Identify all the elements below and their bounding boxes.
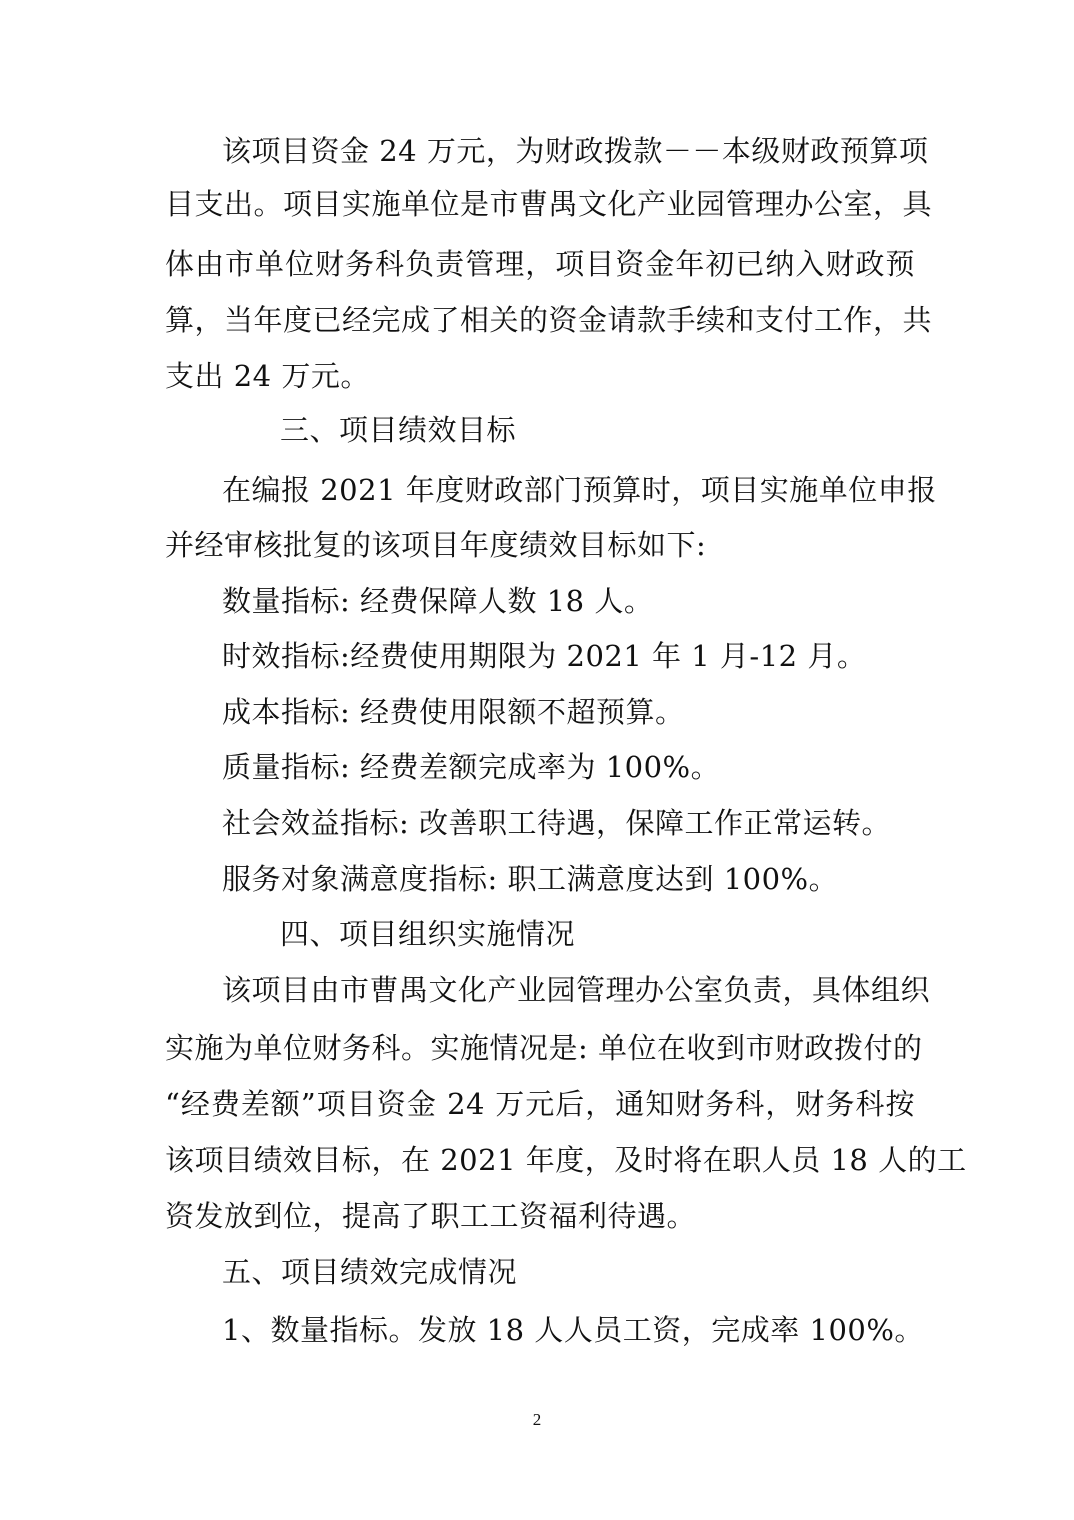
indicator-timeliness: 时效指标:经费使用期限为 2021 年 1 月-12 月。 — [222, 639, 867, 673]
indicator-satisfaction: 服务对象满意度指标: 职工满意度达到 100%。 — [222, 862, 839, 896]
section-4-line-2: 实施为单位财务科。实施情况是: 单位在收到市财政拨付的 — [165, 1031, 923, 1065]
section-3-intro-line-1: 在编报 2021 年度财政部门预算时，项目实施单位申报 — [222, 473, 937, 507]
section-4-line-3: “经费差额”项目资金 24 万元后，通知财务科，财务科按 — [165, 1087, 915, 1121]
funds-paragraph-line-4: 算，当年度已经完成了相关的资金请款手续和支付工作，共 — [165, 303, 933, 337]
section-4-heading: 四、项目组织实施情况 — [280, 917, 576, 951]
indicator-quantity: 数量指标: 经费保障人数 18 人。 — [222, 584, 654, 618]
indicator-quality: 质量指标: 经费差额完成率为 100%。 — [222, 750, 721, 784]
indicator-social-benefit: 社会效益指标: 改善职工待遇，保障工作正常运转。 — [222, 806, 891, 840]
funds-paragraph-line-1: 该项目资金 24 万元，为财政拨款－－本级财政预算项 — [222, 134, 929, 168]
section-5-item-1: 1、数量指标。发放 18 人人员工资，完成率 100%。 — [222, 1313, 924, 1347]
section-4-line-1: 该项目由市曹禺文化产业园管理办公室负责，具体组织 — [222, 973, 931, 1007]
section-3-heading: 三、项目绩效目标 — [280, 413, 517, 447]
section-3-intro-line-2: 并经审核批复的该项目年度绩效目标如下: — [165, 528, 707, 562]
funds-paragraph-line-5: 支出 24 万元。 — [165, 359, 370, 393]
section-4-line-5: 资发放到位，提高了职工工资福利待遇。 — [165, 1199, 697, 1233]
page-number: 2 — [532, 1410, 542, 1429]
funds-paragraph-line-2: 目支出。项目实施单位是市曹禺文化产业园管理办公室，具 — [165, 187, 933, 221]
indicator-cost: 成本指标: 经费使用限额不超预算。 — [222, 695, 685, 729]
funds-paragraph-line-3: 体由市单位财务科负责管理，项目资金年初已纳入财政预 — [165, 247, 915, 281]
section-4-line-4: 该项目绩效目标，在 2021 年度，及时将在职人员 18 人的工 — [165, 1143, 967, 1177]
section-5-heading: 五、项目绩效完成情况 — [222, 1255, 518, 1289]
